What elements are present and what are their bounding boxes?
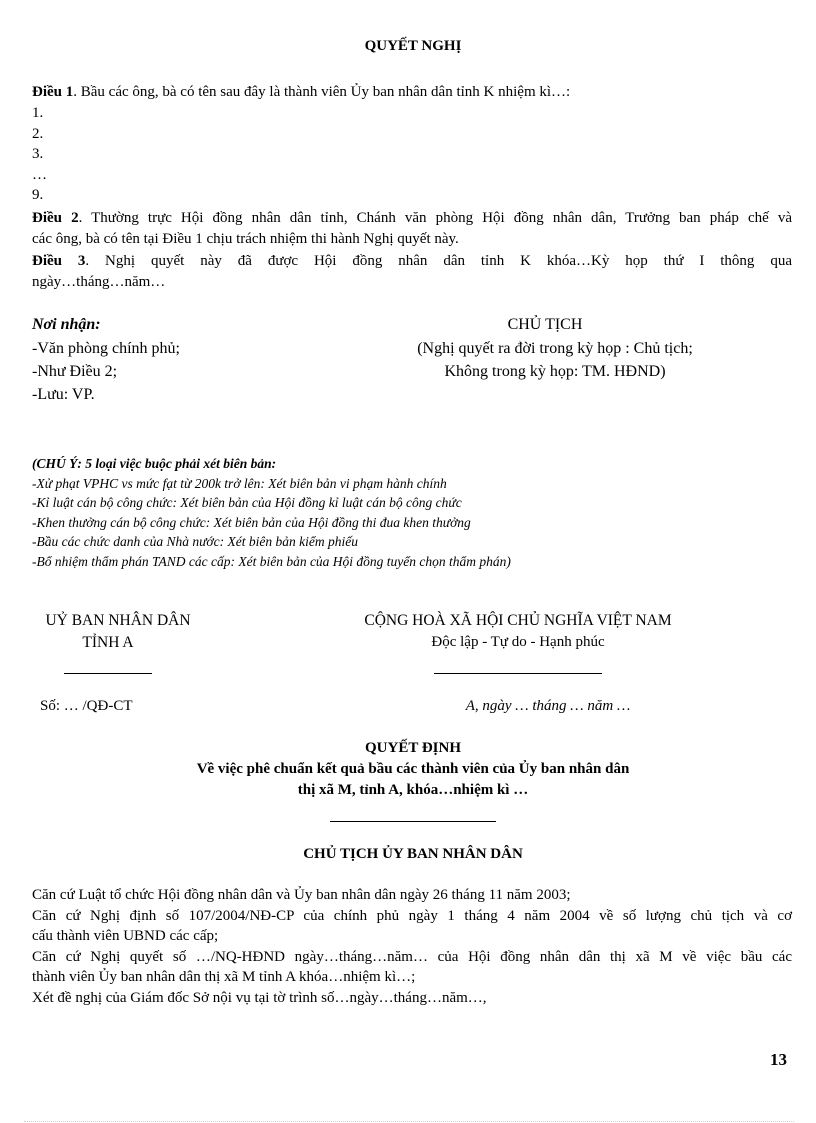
decision-title: QUYẾT ĐỊNH xyxy=(365,740,461,756)
nation-title: CỘNG HOÀ XÃ HỘI CHỦ NGHĨA VIỆT NAM xyxy=(364,612,672,629)
note-item: -Kỉ luật cán bộ công chức: Xét biên bản của Hội đồng kỉ luật cán bộ công chức xyxy=(32,495,462,510)
article-2-line-2: các ông, bà có tên tại Điều 1 chịu trách nhiệm thi hành Nghị quyết này. xyxy=(32,230,459,247)
basis-line: Xét đề nghị của Giám đốc Sở nội vụ tại tờ trình số…ngày…tháng…năm…, xyxy=(32,989,487,1006)
org-unit: TỈNH A xyxy=(82,634,134,651)
org-underline xyxy=(64,673,152,674)
document-date: A, ngày … tháng … năm … xyxy=(465,698,631,714)
motto-underline xyxy=(434,673,602,674)
list-item: 9. xyxy=(32,187,44,203)
legal-basis xyxy=(32,885,792,1008)
article-3-line-2: ngày…tháng…năm… xyxy=(32,273,166,290)
list-item: 1. xyxy=(32,105,44,121)
recipient-item: -Lưu: VP. xyxy=(32,386,95,403)
page-bottom-border xyxy=(24,1121,794,1122)
article-3 xyxy=(32,251,792,292)
basis-line: thành viên Ủy ban nhân dân thị xã M tỉnh A khóa…nhiệm kì…; xyxy=(32,969,416,985)
note-block xyxy=(32,454,511,571)
note-item: -Xử phạt VPHC vs mức fạt từ 200k trở lên: Xét biên bản vi phạm hành chính xyxy=(32,475,447,491)
note-item: -Khen thưởng cán bộ công chức: Xét biên bản của Hội đồng thi đua khen thưởng xyxy=(32,514,471,530)
note-item: -Bổ nhiệm thẩm phán TAND các cấp: Xét biên bản của Hội đồng tuyển chọn thẩm phán) xyxy=(32,553,511,569)
list-item: 2. xyxy=(32,125,44,142)
article-2-line-1: Điều 2. Thường trực Hội đồng nhân dân tỉnh, Chánh văn phòng Hội đồng nhân dân, Trưởng ban pháp chế và xyxy=(32,210,793,226)
national-motto: Độc lập - Tự do - Hạnh phúc xyxy=(431,634,605,650)
article-2 xyxy=(32,208,792,249)
recipient-item: -Văn phòng chính phủ; xyxy=(32,340,180,357)
article-3-label: Điều 3 xyxy=(32,253,86,269)
decision-subtitle-line-2: thị xã M, tỉnh A, khóa…nhiệm kì … xyxy=(297,782,529,798)
decision-subtitle-line-1: Về việc phê chuẩn kết quả bầu các thành viên của Ủy ban nhân dân xyxy=(196,761,630,777)
document-number: Số: … /QĐ-CT xyxy=(40,698,133,714)
page-number: 13 xyxy=(770,1050,787,1069)
org-name: UỶ BAN NHÂN DÂN xyxy=(45,612,191,629)
list-item: … xyxy=(32,166,47,183)
signature-title: CHỦ TỊCH xyxy=(507,316,583,333)
note-heading: (CHÚ Ý: 5 loại việc buộc phải xét biên bản: xyxy=(32,456,277,471)
basis-line: Căn cứ Nghị quyết số …/NQ-HĐND ngày…tháng…năm… của Hội đồng nhân dân thị xã M về việc bầu các xyxy=(32,948,792,965)
basis-line: Căn cứ Luật tổ chức Hội đồng nhân dân và Ủy ban nhân dân ngày 26 tháng 11 năm 2003; xyxy=(32,887,571,903)
article-1-text: . Bầu các ông, bà có tên sau đây là thành viên Ủy ban nhân dân tỉnh K nhiệm kì…: xyxy=(73,84,571,100)
note-item: -Bầu các chức danh của Nhà nước: Xét biên bản kiểm phiếu xyxy=(32,534,358,549)
article-1-label: Điều 1 xyxy=(32,84,74,100)
article-3-line-1: Điều 3. Nghị quyết này đã được Hội đồng nhân dân tỉnh K khóa…Kỳ họp thứ I thông qua xyxy=(32,253,792,269)
decision-authority: CHỦ TỊCH ỦY BAN NHÂN DÂN xyxy=(303,846,523,862)
decision-underline xyxy=(330,821,496,822)
list-item: 3. xyxy=(32,146,44,162)
recipient-item: -Như Điều 2; xyxy=(32,363,118,380)
article-1 xyxy=(32,82,792,103)
nominee-list xyxy=(32,103,792,206)
recipients-heading: Nơi nhận: xyxy=(32,316,101,333)
signature-note-line-2: Không trong kỳ họp: TM. HĐND) xyxy=(444,363,666,380)
basis-line: Căn cứ Nghị định số 107/2004/NĐ-CP của chính phủ ngày 1 tháng 4 năm 2004 về số lượng chủ tịch và cơ xyxy=(32,907,792,924)
basis-line: cấu thành viên UBND các cấp; xyxy=(32,928,219,944)
signature-note-line-1: (Nghị quyết ra đời trong kỳ họp : Chủ tịch; xyxy=(417,340,693,357)
resolution-title: QUYẾT NGHỊ xyxy=(364,38,462,54)
article-2-label: Điều 2 xyxy=(32,210,79,226)
